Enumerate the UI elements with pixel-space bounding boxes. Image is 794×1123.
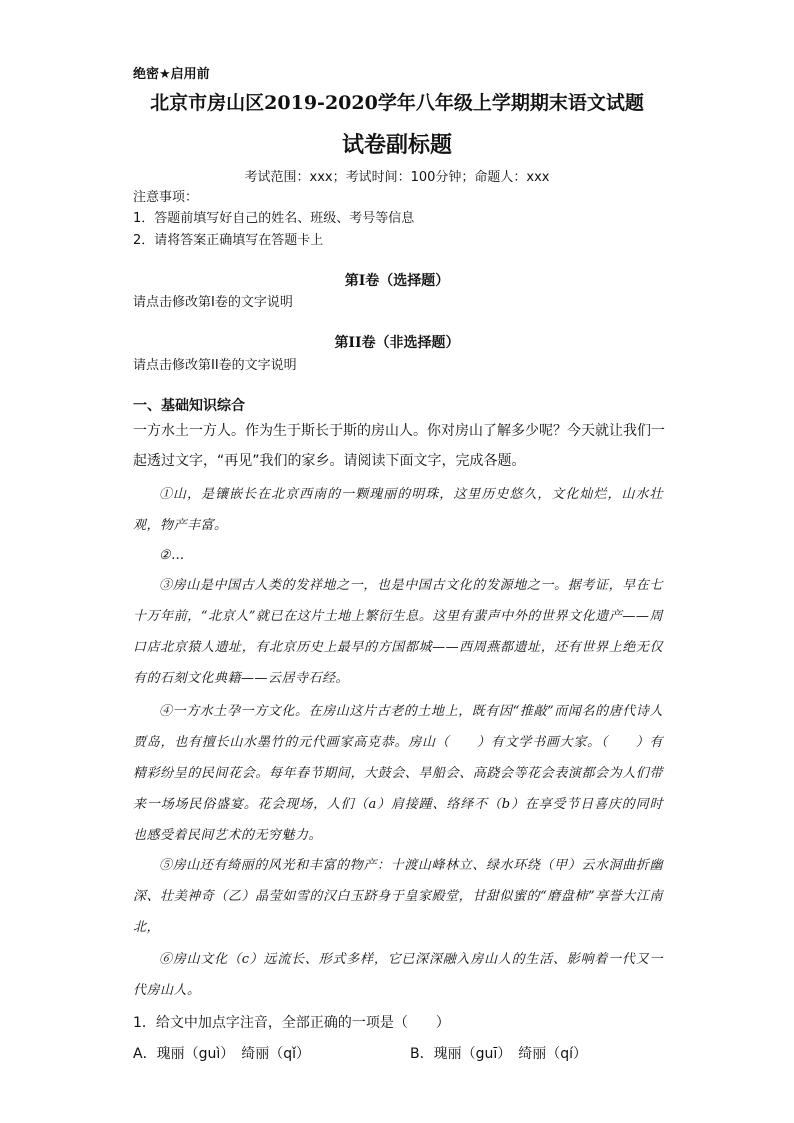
passage-paragraph-5: ⑤房山还有绮丽的风光和丰富的物产：十渡山峰林立、绿水环绕（甲）云水洞曲折幽深、壮美神奇（乙）晶莹如雪的汉白玉跻身于皇家殿堂，甘甜似蜜的“磨盘柿”享誉大江南北， [133, 858, 663, 935]
exam-title: 北京市房山区2019-2020学年八年级上学期期末语文试题 [150, 92, 644, 114]
exam-info: 考试范围：xxx；考试时间：100分钟；命题人：xxx [244, 170, 550, 185]
note-item: 2．请将答案正确填写在答题卡上 [133, 233, 324, 248]
question-1: 1．给文中加点字注音，全部正确的一项是（ ） [133, 1015, 450, 1031]
passage-paragraph-1: ①山，是镶嵌长在北京西南的一颗瑰丽的明珠，这里历史悠久，文化灿烂，山水壮观，物产丰富。 [133, 487, 663, 533]
part1-title: 一、基础知识综合 [133, 398, 245, 414]
option-a[interactable]: A．瑰丽（guì） 绮丽（qǐ） [133, 1046, 311, 1062]
passage-paragraph-3: ③房山是中国古人类的发祥地之一，也是中国古文化的发源地之一。据考证，早在七十万年前，“北京人”就已在这片土地上繁衍生息。这里有蜚声中外的世界文化遗产——周口店北京猿人遗址，有北京历史上最早的方国都城——西周燕都遗址，还有世界上绝无仅有的石刻文化典籍——云居寺石经。 [133, 578, 663, 686]
volume1-title: 第I卷（选择题） [344, 273, 450, 289]
confidential-label: 绝密★启用前 [133, 67, 210, 82]
option-b[interactable]: B．瑰丽（guī） 绮丽（qí） [410, 1046, 588, 1062]
note-item: 1．答题前填写好自己的姓名、班级、考号等信息 [133, 211, 415, 226]
volume1-desc[interactable]: 请点击修改第I卷的文字说明 [133, 295, 293, 310]
passage-paragraph-2: ②… [159, 548, 185, 563]
passage-paragraph-6: ⑥房山文化（c）远流长、形式多样，它已深深融入房山人的生活、影响着一代又一代房山人。 [133, 952, 663, 998]
exam-subtitle: 试卷副标题 [341, 132, 452, 158]
volume2-desc[interactable]: 请点击修改第II卷的文字说明 [133, 358, 297, 373]
part1-intro: 一方水土一方人。作为生于斯长于斯的房山人。你对房山了解多少呢？今天就让我们一起透过文字，“再见”我们的家乡。请阅读下面文字，完成各题。 [133, 423, 665, 469]
volume2-title: 第II卷（非选择题） [334, 335, 460, 351]
notes-heading: 注意事项： [133, 190, 199, 205]
passage-paragraph-4: ④一方水土孕一方文化。在房山这片古老的土地上，既有因“推敲”而闻名的唐代诗人贾岛，也有擅长山水墨竹的元代画家高克恭。房山（ ）有文学书画大家。（ ）有精彩纷呈的民间花会。每年春节期间，大鼓会、旱船会、高跷会等花会表演都会为人们带来一场场民俗盛宴。花会现场，人们（a）肩接踵、络绎不（b）在享受节日喜庆的同时也感受着民间艺术的无穷魅力。 [133, 704, 663, 843]
